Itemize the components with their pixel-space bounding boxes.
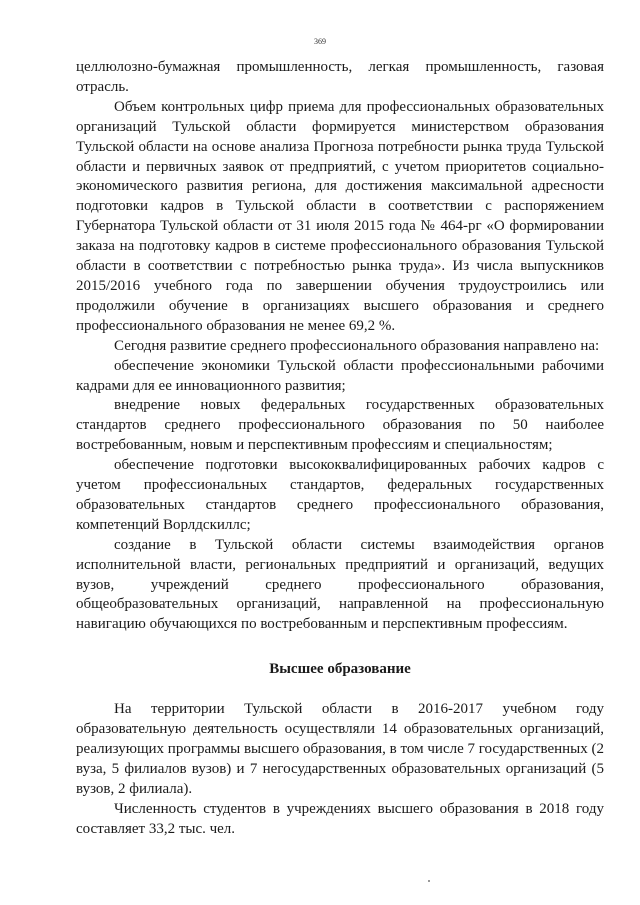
scan-speck — [428, 880, 430, 882]
list-item: обеспечение экономики Тульской области профессиональными рабочими кадрами для ее инновационного развития; — [76, 357, 604, 394]
list-item: внедрение новых федеральных государственных образовательных стандартов среднего профессионального образования по 50 наиболее востребованным, новым и перспективным профессиям и специальностям; — [76, 397, 604, 454]
document-body — [76, 58, 604, 840]
paragraph: целлюлозно-бумажная промышленность, легкая промышленность, газовая отрасль. — [76, 59, 604, 95]
paragraph: На территории Тульской области в 2016-2017 учебном году образовательную деятельность осуществляли 14 образовательных организаций, реализующих программы высшего образования, в том числе 7 государственных (2 вуза, 5 филиалов вузов) и 7 негосударственных образовательных организаций (5 вузов, 2 филиала). — [76, 701, 604, 797]
section-heading: Высшее образование — [269, 661, 411, 678]
list-item: создание в Тульской области системы взаимодействия органов исполнительной власти, региональных предприятий и организаций, ведущих вузов, учреждений среднего профессионального образования, общеобразовательных организаций, направленной на профессиональную навигацию обучающихся по востребованным и перспективным профессиям. — [76, 536, 604, 633]
page-number: 369 — [314, 37, 326, 46]
paragraph: Сегодня развитие среднего профессионального образования направлено на: — [114, 337, 600, 354]
list-item: обеспечение подготовки высококвалифицированных рабочих кадров с учетом профессиональных стандартов, федеральных государственных образовательных стандартов среднего профессионального образования, компетенций Ворлдскиллс; — [76, 457, 604, 533]
paragraph: Объем контрольных цифр приема для профессиональных образовательных организаций Тульской области формируется министерством образования Тульской области на основе анализа Прогноза потребности рынка труда Тульской области и первичных заявок от предприятий, с учетом приоритетов социально-экономического развития региона, для достижения максимальной адресности подготовки кадров в Тульской области в соответствии с распоряжением Губернатора Тульской области от 31 июля 2015 года № 464-рг «О формировании заказа на подготовку кадров в системе профессионального образования Тульской области в соответствии с потребностью рынка труда». Из числа выпускников 2015/2016 учебного года по завершении обучения трудоустроились или продолжили обучение в организациях высшего образования и среднего профессионального образования не менее 69,2 %. — [76, 98, 604, 334]
paragraph: Численность студентов в учреждениях высшего образования в 2018 году составляет 33,2 тыс. чел. — [76, 800, 604, 837]
